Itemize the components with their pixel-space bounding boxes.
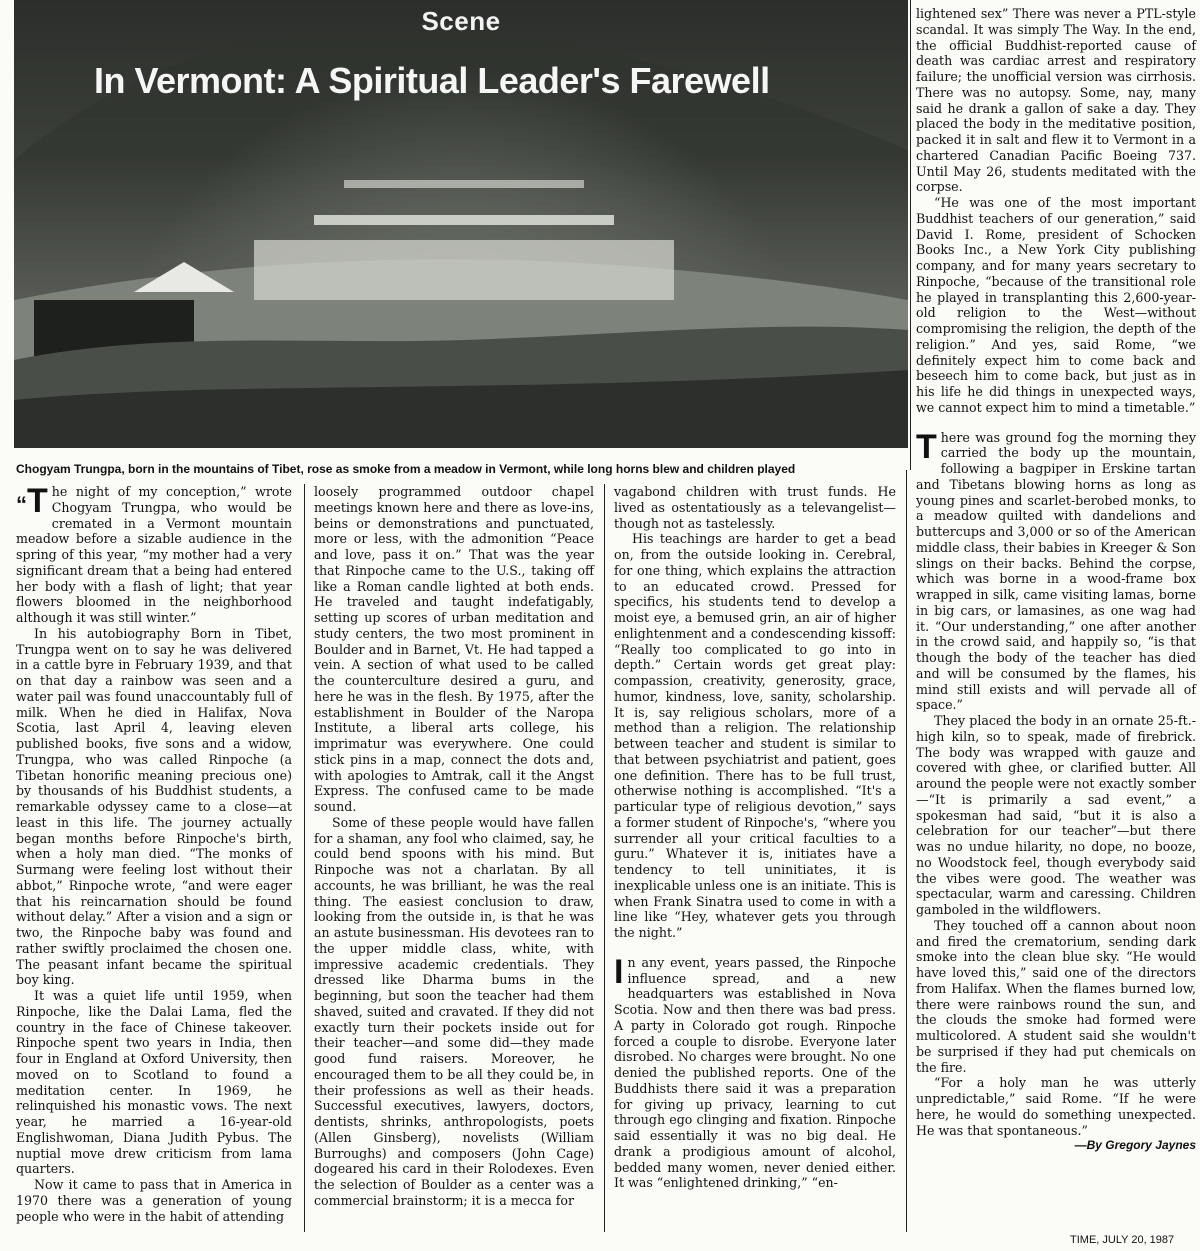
drop-cap: “T: [16, 482, 48, 520]
column-rule: [910, 0, 911, 470]
photo-caption: Chogyam Trungpa, born in the mountains of Tibet, rose as smoke from a meadow in Vermont, while long horns blew and children played: [16, 462, 796, 476]
section-label: Scene: [421, 6, 501, 36]
paragraph: In his autobiography Born in Tibet, Trungpa went on to say he was delivered in a cattle byre in February 1939, and that on that day a rainbow was seen and a water pail was found unaccountably full of milk. When he died in Halifax, Nova Scotia, last April 4, leaving eleven published books, five sons and a widow, Trungpa, who was called Rinpoche (a Tibetan honorific meaning precious one) by thousands of his Buddhist students, a remarkable odyssey came to a close—at least in this life. The journey actually began months before Rinpoche's birth, when a holy man died. “The monks of Surmang were feeling lost without their abbot,” Rinpoche wrote, “and were eager that his reincarnation should be found without delay.” After a vision and a sign or two, the Rinpoche baby was found and rather swiftly proclaimed the chosen one. The peasant infant became the spiritual boy king.: [16, 625, 292, 988]
paragraph: In any event, years passed, the Rinpoche influence spread, and a new headquarters was established in Nova Scotia. Now and then there was bad press. A party in Colorado got rough. Rinpoche forced a couple to disrobe. Everyone later disrobed. No charges were brought. No one denied the published reports. One of the Buddhists there said it was a preparation for giving up privacy, learning to cut through ego clinging and fixation. Rinpoche said essentially it was no big deal. He drank a prodigious amount of alcohol, bedded many women, never denied either. It was “enlightened drinking,” “en-: [614, 952, 896, 1191]
article-column-2: [314, 484, 594, 1209]
headline: In Vermont: A Spiritual Leader's Farewell: [94, 60, 770, 101]
drop-cap: T: [916, 427, 937, 466]
cremation-photo: [14, 0, 908, 448]
paragraph: Now it came to pass that in America in 1970 there was a generation of young people who were in the habit of attending: [16, 1177, 292, 1224]
article-column-1: [16, 484, 292, 1224]
paragraph: It was a quiet life until 1959, when Rinpoche, like the Dalai Lama, fled the country in the face of Chinese takeover. Rinpoche spent two years in India, then four in England at Oxford University, then moved on to Scotland to found a meditation center. In 1969, he relinquished his monastic vows. The next year, he married a 16-year-old Englishwoman, Diana Judith Pybus. The nuptial move drew criticism from lama quarters.: [16, 988, 292, 1177]
paragraph: lightened sex” There was never a PTL-style scandal. It was simply The Way. In the end, the official Buddhist-reported cause of death was cardiac arrest and respiratory failure; the unofficial version was cirrhosis. There was no autopsy. Some, nay, many said he drank a gallon of sake a day. They placed the body in the meditative position, packed it in salt and flew it to Vermont in a chartered Canadian Pacific Boeing 737. Until May 26, students meditated with the corpse.: [916, 6, 1196, 195]
paragraph: They touched off a cannon about noon and fired the crematorium, sending dark smoke into the clean blue sky. “He would have loved this,” said one of the directors from Halifax. When the flames burned low, there were rainbows round the sun, and the clouds the smoke had formed were multicolored. A student said she wouldn't be surprised if they had put chemicals on the fire.: [916, 917, 1196, 1075]
paragraph: His teachings are harder to get a bead on, from the outside looking in. Cerebral, for one thing, which explains the attraction to an educated crowd. Pressed for specifics, his students tend to develop a moist eye, a bemused grin, an air of higher enlightenment and a condescending kissoff: “Really too complicated to go into in depth.” Certain words get great play: compassion, creativity, generosity, grace, humor, kindness, love, sanity, scholarship. It is, say religious scholars, more of a method than a religion. The relationship between teacher and student is similar to that between psychiatrist and patient, goes one definition. There has to be full trust, otherwise nothing is accomplished. “It's a particular type of religious devotion,” says a former student of Rinpoche's, “where you surrender all your critical faculties to a guru.” Whatever it is, initiates have a tendency to tell uninitiates, it is inexplicable unless one is an initiate. This is when Frank Sinatra used to come in with a line like “Hey, whatever gets you through the night.”: [614, 531, 896, 940]
article-column-4: [916, 6, 1196, 1154]
paragraph: “For a holy man he was utterly unpredictable,” said Rome. “If he were here, he would do something unexpected. He was that spontaneous.”: [916, 1075, 1196, 1138]
paragraph: “He was one of the most important Buddhist teachers of our generation,” said David I. Rome, president of Schocken Books Inc., a New York City publishing company, and for many years secretary to Rinpoche, “because of the transitional role he played in transplanting this 2,600-year-old religion to the West—without compromising the religion, the depth of the religion.” And yes, said Rome, “we definitely expect him to come back and beseech him to come back, but just as in his life he did things in unexpected ways, we cannot expect him to mind a timetable.”: [916, 195, 1196, 415]
paragraph: vagabond children with trust funds. He lived as ostentatiously as a televangelist—though not as tastelessly.: [614, 484, 896, 531]
column-rule: [604, 484, 605, 1232]
paragraph: They placed the body in an ornate 25-ft.-high kiln, so to speak, made of firebrick. The body was wrapped with gauze and covered with ghee, or clarified butter. All around the people were not exactly somber—“It is primarily a sad event,” a spokesman had said, “but it is also a celebration for our teacher”—but there was no undue hilarity, no dope, no booze, no Woodstock feel, though everybody said the vibes were good. The weather was spectacular, warm and caressing. Children gamboled in the wildflowers.: [916, 713, 1196, 917]
article-column-3: [614, 484, 896, 1191]
drop-cap: I: [614, 952, 624, 991]
paragraph: “T he night of my conception,” wrote Chogyam Trungpa, who would be cremated in a Vermont mountain meadow before a sizable audience in the spring of this year, “my mother had a very significant dream that a being had entered her body with a flash of light; that year flowers bloomed in the neighborhood although it was still winter.”: [16, 482, 292, 625]
publication-footer: TIME, JULY 20, 1987: [1070, 1234, 1175, 1246]
paragraph: loosely programmed outdoor chapel meetings known here and there as love-ins, beins or demonstrations and punctuated, more or less, with the admonition “Peace and love, pass it on.” That was the year that Rinpoche came to the U.S., taking off like a Roman candle lighted at both ends. He traveled and taught indefatigably, setting up scores of urban meditation and study centers, the two most prominent in Boulder and in Barnet, Vt. He had tapped a vein. A section of what used to be called the counterculture desired a guru, and here he was in the flesh. By 1975, after the establishment in Boulder of the Naropa Institute, a liberal arts college, his imprimatur was everywhere. One could stick pins in a map, connect the dots and, with apologies to Amtrak, call it the Angst Express. The confused came to be made sound.: [314, 484, 594, 814]
column-rule: [906, 470, 907, 1232]
column-rule: [304, 484, 305, 1232]
paragraph: Some of these people would have fallen for a shaman, any fool who claimed, say, he could bend spoons with his mind. But Rinpoche was not a charlatan. By all accounts, he was brilliant, he was the real thing. The easiest conclusion to draw, looking from the outside in, is that he was an astute businessman. His devotees ran to the upper middle class, white, with impressive academic credentials. They dressed like Dharma bums in the beginning, but soon the teacher had them shaved, suited and cravated. If they did not exactly turn their pockets inside out for their teacher—and some did—they made good fund raisers. Moreover, he encouraged them to be all they could be, in their professions as well as their heads. Successful executives, lawyers, doctors, dentists, shrinks, anthropologists, poets (Allen Ginsberg), novelists (William Burroughs) and composers (John Cage) dogeared his card in their Rolodexes. Even the selection of Boulder as a center was a commercial brainstorm; it is a mecca for: [314, 814, 594, 1208]
paragraph: There was ground fog the morning they carried the body up the mountain, following a bagpiper in Erskine tartan and Tibetans blowing horns as long as young pines and scarlet-berobed monks, to a meadow quilted with dandelions and buttercups and 3,000 or so of the American middle class, their babies in Kreeger & Son slings on their backs. Behind the corpse, which was borne in a wood-frame box wrapped in silk, came visiting lamas, borne in big cars, or lamasines, as one wag had it. “Our understanding,” one after another in the crowd said, and happily so, “is that though the body of the teacher has died and will be consumed by the flames, his mind still exists and will pervade all of space.”: [916, 427, 1196, 713]
byline: —By Gregory Jaynes: [1074, 1138, 1196, 1153]
